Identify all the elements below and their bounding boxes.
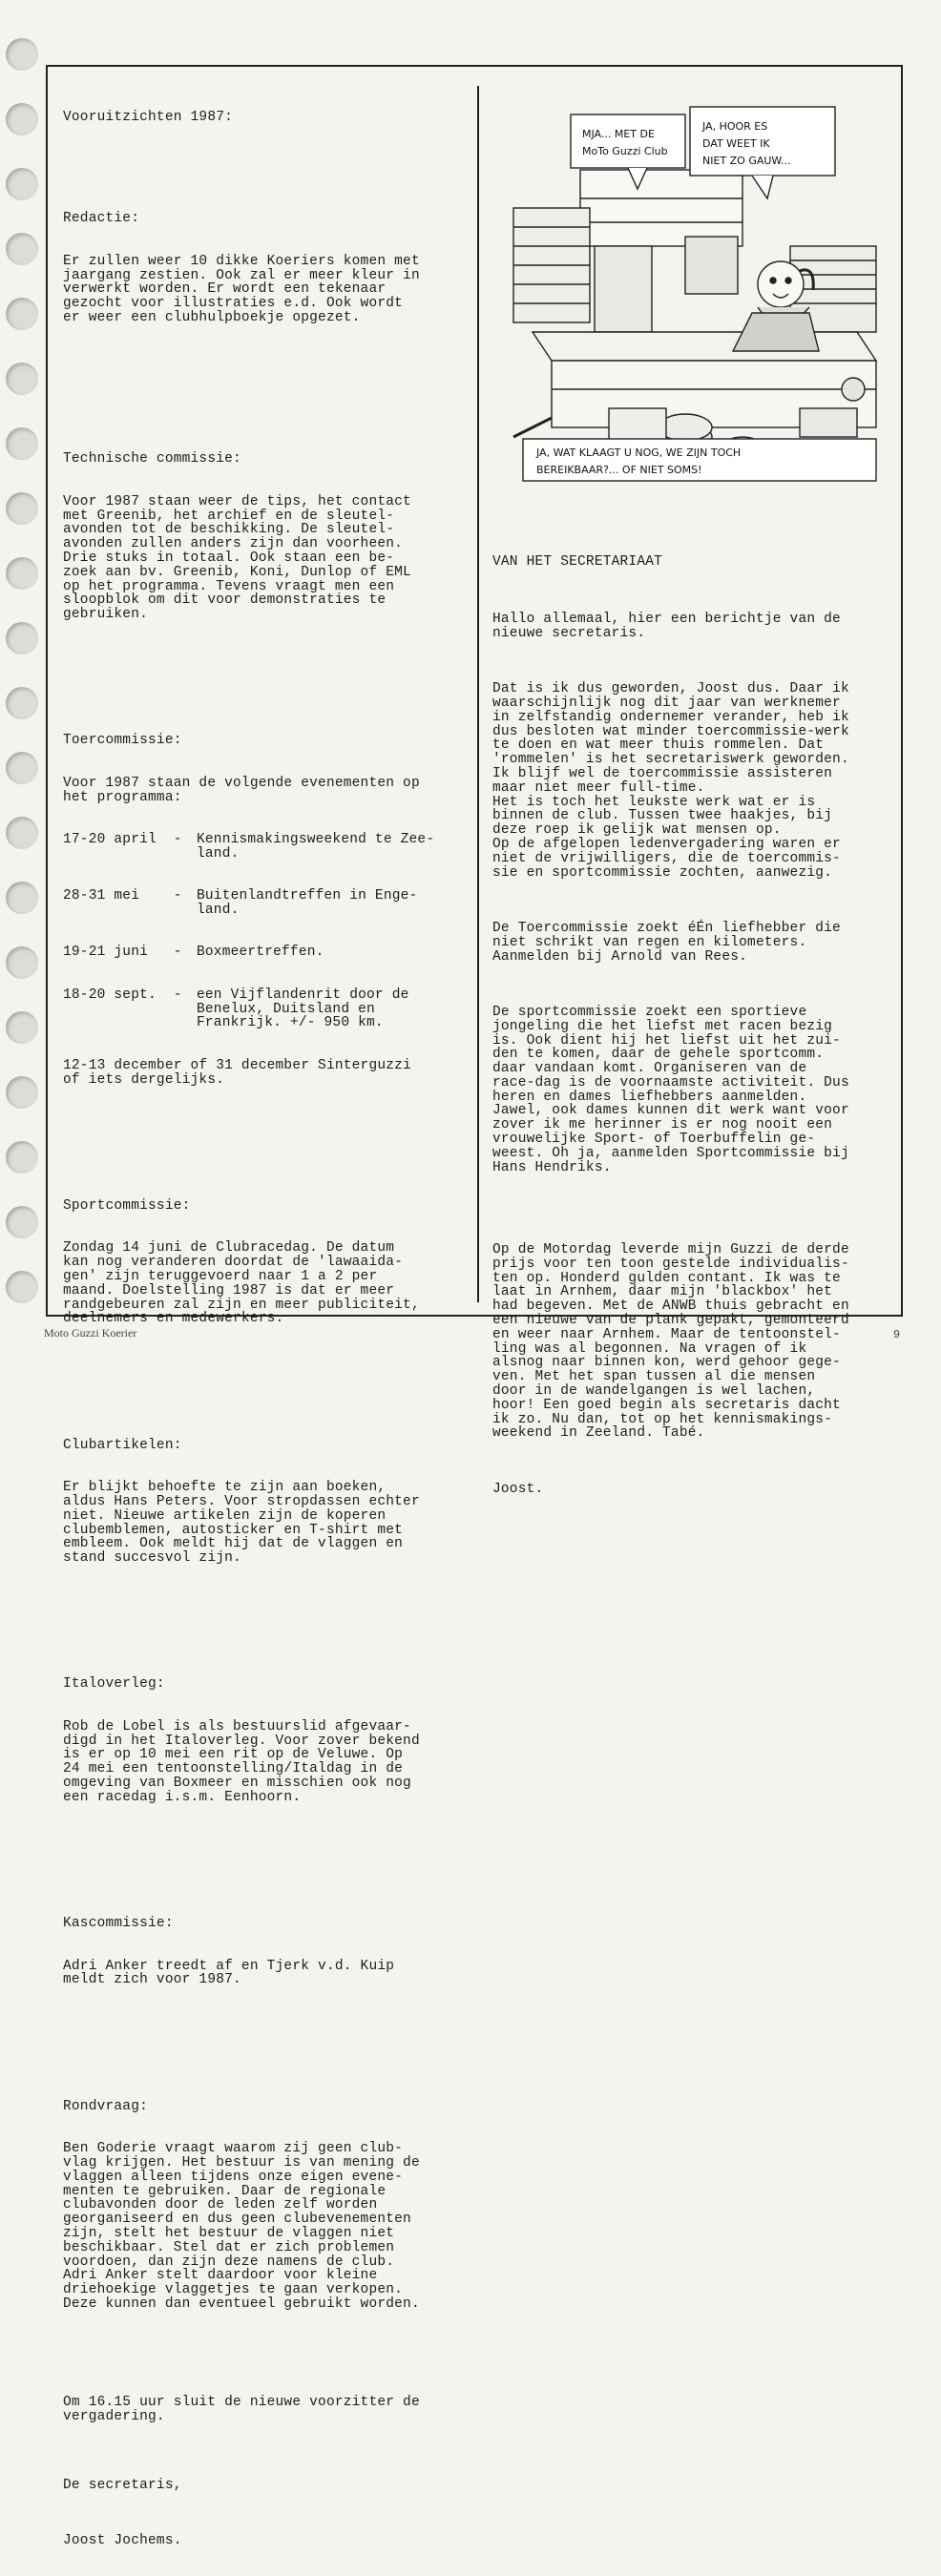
binder-hole (6, 946, 38, 979)
section-rondvraag (63, 2071, 471, 2339)
signature: Joost. (492, 1481, 544, 1497)
binder-hole (6, 168, 38, 200)
event-text: een Vijflandenrit door de Benelux, Duitsland en Frankrijk. +/- 950 km. (197, 987, 409, 1031)
section-heading: Redactie: (63, 211, 140, 227)
section-clubartikelen (63, 1410, 471, 1593)
section-heading: Technische commissie: (63, 451, 241, 467)
signoff: De secretaris, (63, 2477, 182, 2493)
binder-hole (6, 752, 38, 784)
event-row (63, 833, 471, 862)
bubble-line: MoTo Guzzi Club (582, 145, 668, 157)
section-body: Zondag 14 juni de Clubracedag. De datum kan nog veranderen doordat de 'lawaaida- gen' zijn teruggevoerd naar 1 a 2 per maand. Doelstelling 1987 is dat er meer randgebeuren zal zijn en meer publiciteit, deelnemers en medewerkers. (63, 1240, 420, 1327)
right-column (492, 527, 893, 1524)
section-heading: Rondvraag: (63, 2098, 149, 2114)
binder-hole (6, 1011, 38, 1044)
bubble-line: JA, HOOR ES (702, 120, 768, 133)
binder-hole (6, 882, 38, 914)
binder-hole (6, 1076, 38, 1109)
event-row (63, 945, 471, 960)
section-heading: Clubartikelen: (63, 1437, 182, 1453)
page-number: 9 (893, 1328, 901, 1341)
section-heading: Toercommissie: (63, 733, 182, 749)
caption-line: BEREIKBAAR?... OF NIET SOMS! (536, 464, 702, 476)
section-technische-commissie (63, 425, 471, 651)
paragraph: De sportcommissie zoekt een sportieve jongeling die het liefst met racen bezig is. Ook dient hij het liefst uit het zui- den te komen, daar de gehele sportcomm. daar vandaan komt. Organiseren van de race-dag is de voornaamste activiteit. Dus heren en dames liefhebbers aanmelden. Jawel, ook dames kunnen dit werk want voor zover ik me herinner is er nog nooit een vrouwelijke Sport- of Toerbuffelin ge- weest. Oh ja, aanmelden Sportcommissie bij Hans Hendriks. (492, 1004, 849, 1175)
binder-hole (6, 233, 38, 265)
section-kascommissie (63, 1889, 471, 2016)
bubble-line: MJA... MET DE (582, 128, 655, 140)
event-text: Boxmeertreffen. (197, 945, 324, 961)
section-outro: 12-13 december of 31 december Sinterguzzi of iets dergelijks. (63, 1057, 411, 1088)
binder-hole (6, 1206, 38, 1238)
section-intro: Voor 1987 staan de volgende evenementen op het programma: (63, 775, 420, 805)
event-text: Kennismakingsweekend te Zee- land. (197, 832, 435, 862)
binder-hole (6, 817, 38, 849)
cartoon-caption (523, 439, 876, 481)
footer-title: Moto Guzzi Koerier (44, 1326, 137, 1340)
binder-holes (0, 0, 46, 1338)
bubble-line: NIET ZO GAUW... (702, 155, 791, 167)
paragraph: Dat is ik dus geworden, Joost dus. Daar ik waarschijnlijk nog dit jaar van werknemer in zelfstandig ondernemer verander, heb ik dus besloten wat minder toercommissie-werk te doen en wat meer thuis rommelen. Dat 'rommelen' is het secretariswerk geworden. Ik blijf wel de toercommissie assisteren maar niet meer full-time. Het is toch het leukste werk wat er is binnen de club. Tussen twee haakjes, bij deze roep ik gelijk wat mensen op. Op de afgelopen ledenvergadering waren er niet de vrijwilligers, die de toercommis- sie en sportcommissie zochten, aanwezig. (492, 681, 849, 881)
binder-hole (6, 103, 38, 135)
section-heading: Sportcommissie: (63, 1197, 191, 1214)
event-date: 28-31 mei - (63, 888, 182, 904)
office-cartoon (494, 103, 893, 494)
binder-hole (6, 38, 38, 71)
event-date: 19-21 juni - (63, 945, 182, 961)
bubble-line: DAT WEET IK (702, 137, 770, 150)
event-date: 17-20 april - (63, 832, 182, 848)
section-heading: Kascommissie: (63, 1916, 174, 1932)
column-divider (477, 86, 479, 1302)
section-body: Ben Goderie vraagt waarom zij geen club- vlag krijgen. Het bestuur is van mening de vlaggen alleen tijdens onze eigen evene- menten te gebruiken. Daar de regionale clubavonden door de leden zelf worden georganiseerd en dus geen clubevenementen zijn, stelt het bestuur de vlaggen niet beschikbaar. Stel dat er zich problemen voordoen, dan zijn deze namens de club. Adri Anker stelt daardoor voor kleine driehoekige vlaggetjes te gaan verkopen. Deze kunnen dan eventueel gebruikt worden. (63, 2141, 420, 2312)
binder-hole (6, 622, 38, 654)
binder-hole (6, 1141, 38, 1174)
event-text: Buitenlandtreffen in Enge- land. (197, 888, 418, 919)
cartoon-drawing (513, 170, 876, 456)
event-row (63, 889, 471, 918)
section-body: Er zullen weer 10 dikke Koeriers komen met jaargang zestien. Ook zal er meer kleur in verwerkt worden. Er wordt een tekenaar gezocht voor illustraties e.d. Ook wordt er weer een clubhulpboekje opgezet. (63, 253, 420, 325)
section-body: Rob de Lobel is als bestuurslid afgevaar- digd in het Italoverleg. Voor zover bekend is er op 10 mei een rit op de Veluwe. Op 24 mei een tentoonstelling/Italdag in de omgeving van Boxmeer en misschien ook nog een racedag i.s.m. Eenhoorn. (63, 1718, 420, 1805)
binder-hole (6, 557, 38, 590)
binder-hole (6, 427, 38, 460)
binder-hole (6, 298, 38, 330)
closing-text: Om 16.15 uur sluit de nieuwe voorzitter de vergadering. (63, 2394, 420, 2424)
binder-hole (6, 363, 38, 395)
binder-hole (6, 687, 38, 719)
caption-line: JA, WAT KLAAGT U NOG, WE ZIJN TOCH (536, 447, 742, 459)
page-title: Vooruitzichten 1987: (63, 109, 234, 125)
signature: Joost Jochems. (63, 2533, 182, 2549)
paragraph: Op de Motordag leverde mijn Guzzi de derde prijs voor ten toon gestelde individualis- ten op. Honderd gulden contant. Ik was te laat in Arnhem, daar mijn 'blackbox' het had begeven. Met de ANWB thuis gebracht en een nieuwe van de plank gepakt, gemonteerd en weer naar Arnhem. Maar de tentoonstel- ling was al begonnen. Na vragen of ik alsnog naar binnen kon, werd gehoor gege- ven. Met het span tussen al die mensen door in de wandelgangen is wel lachen, hoor! Een goed begin als secretaris dacht ik zo. Nu dan, tot op het kennismakings- weekend in Zeeland. Tabé. (492, 1242, 849, 1442)
section-italoverleg (63, 1650, 471, 1833)
section-redactie (63, 184, 471, 354)
section-heading: Italoverleg: (63, 1676, 165, 1693)
section-body: Er blijkt behoefte te zijn aan boeken, aldus Hans Peters. Voor stropdassen echter niet. Nieuwe artikelen zijn de koperen clubemblemen, autosticker en T-shirt met embleem. Ook meldt hij dat de vlaggen en stand succesvol zijn. (63, 1480, 420, 1567)
section-body: Voor 1987 staan weer de tips, het contact met Greenib, het archief en de sleutel- avonden tot de beschikking. De sleutel- avonden zullen anders zijn dan voorheen. Drie stuks in totaal. Ook staan een be- zoek aan bv. Greenib, Koni, Dunlop of EML op het programma. Tevens vraagt men een sloopblok om dit voor demonstraties te gebruiken. (63, 493, 411, 623)
paragraph: Hallo allemaal, hier een berichtje van de nieuwe secretaris. (492, 611, 841, 641)
binder-hole (6, 1271, 38, 1303)
section-heading-secretariaat: VAN HET SECRETARIAAT (492, 553, 663, 570)
section-toercommissie (63, 706, 471, 1115)
event-row (63, 988, 471, 1030)
paragraph: De Toercommissie zoekt éÉn liefhebber die niet schrikt van regen en kilometers. Aanmelden bij Arnold van Rees. (492, 920, 841, 965)
binder-hole (6, 492, 38, 525)
section-body: Adri Anker treedt af en Tjerk v.d. Kuip meldt zich voor 1987. (63, 1958, 395, 1988)
event-date: 18-20 sept. - (63, 987, 182, 1003)
